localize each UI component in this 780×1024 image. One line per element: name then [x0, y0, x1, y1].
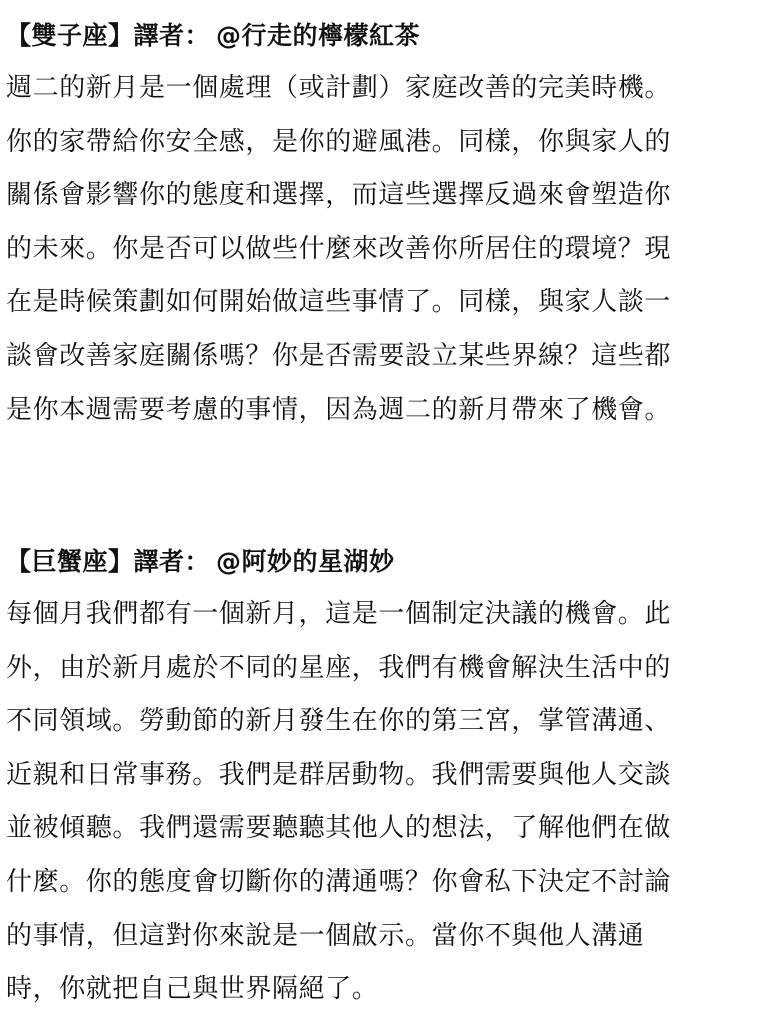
paragraph-line: 的事情，但這對你來說是一個啟示。當你不與他人溝通	[6, 920, 645, 951]
paragraph-line: 關係會影響你的態度和選擇，而這些選擇反過來會塑造你	[6, 180, 672, 211]
cancer-section	[6, 540, 772, 1017]
cancer-heading	[6, 540, 772, 584]
cancer-body	[6, 588, 772, 1017]
paragraph-line: 並被傾聽。我們還需要聽聽其他人的想法，了解他們在做	[6, 813, 672, 844]
paragraph-line: 週二的新月是一個處理（或計劃）家庭改善的完美時機。	[6, 73, 672, 103]
paragraph-line: 在是時候策劃如何開始做這些事情了。同樣，與家人談一	[6, 287, 672, 318]
gemini-translator-handle: @行走的檸檬紅茶	[216, 21, 421, 50]
paragraph-line: 不同領域。勞動節的新月發生在你的第三宮，掌管溝通、	[6, 706, 672, 737]
gemini-heading	[6, 14, 772, 58]
gemini-body	[6, 62, 772, 437]
cancer-sign-label: 【巨蟹座】譯者：	[6, 547, 211, 576]
paragraph-line: 時，你就把自己與世界隔絕了。	[6, 974, 379, 1005]
paragraph-line: 談會改善家庭關係嗎？你是否需要設立某些界線？這些都	[6, 340, 672, 371]
paragraph-line: 是你本週需要考慮的事情，因為週二的新月帶來了機會。	[6, 394, 672, 425]
gemini-section	[6, 14, 772, 437]
cancer-translator-handle: @阿妙的星湖妙	[216, 547, 395, 576]
paragraph-line: 的未來。你是否可以做些什麼來改善你所居住的環境？現	[6, 233, 672, 264]
paragraph-line: 近親和日常事務。我們是群居動物。我們需要與他人交談	[6, 759, 672, 790]
paragraph-line: 你的家帶給你安全感，是你的避風港。同樣，你與家人的	[6, 126, 672, 157]
paragraph-line: 外，由於新月處於不同的星座，我們有機會解決生活中的	[6, 652, 672, 683]
gemini-sign-label: 【雙子座】譯者：	[6, 21, 211, 50]
paragraph-line: 什麼。你的態度會切斷你的溝通嗎？你會私下決定不討論	[6, 866, 672, 897]
paragraph-line: 每個月我們都有一個新月，這是一個制定決議的機會。此	[6, 599, 672, 629]
